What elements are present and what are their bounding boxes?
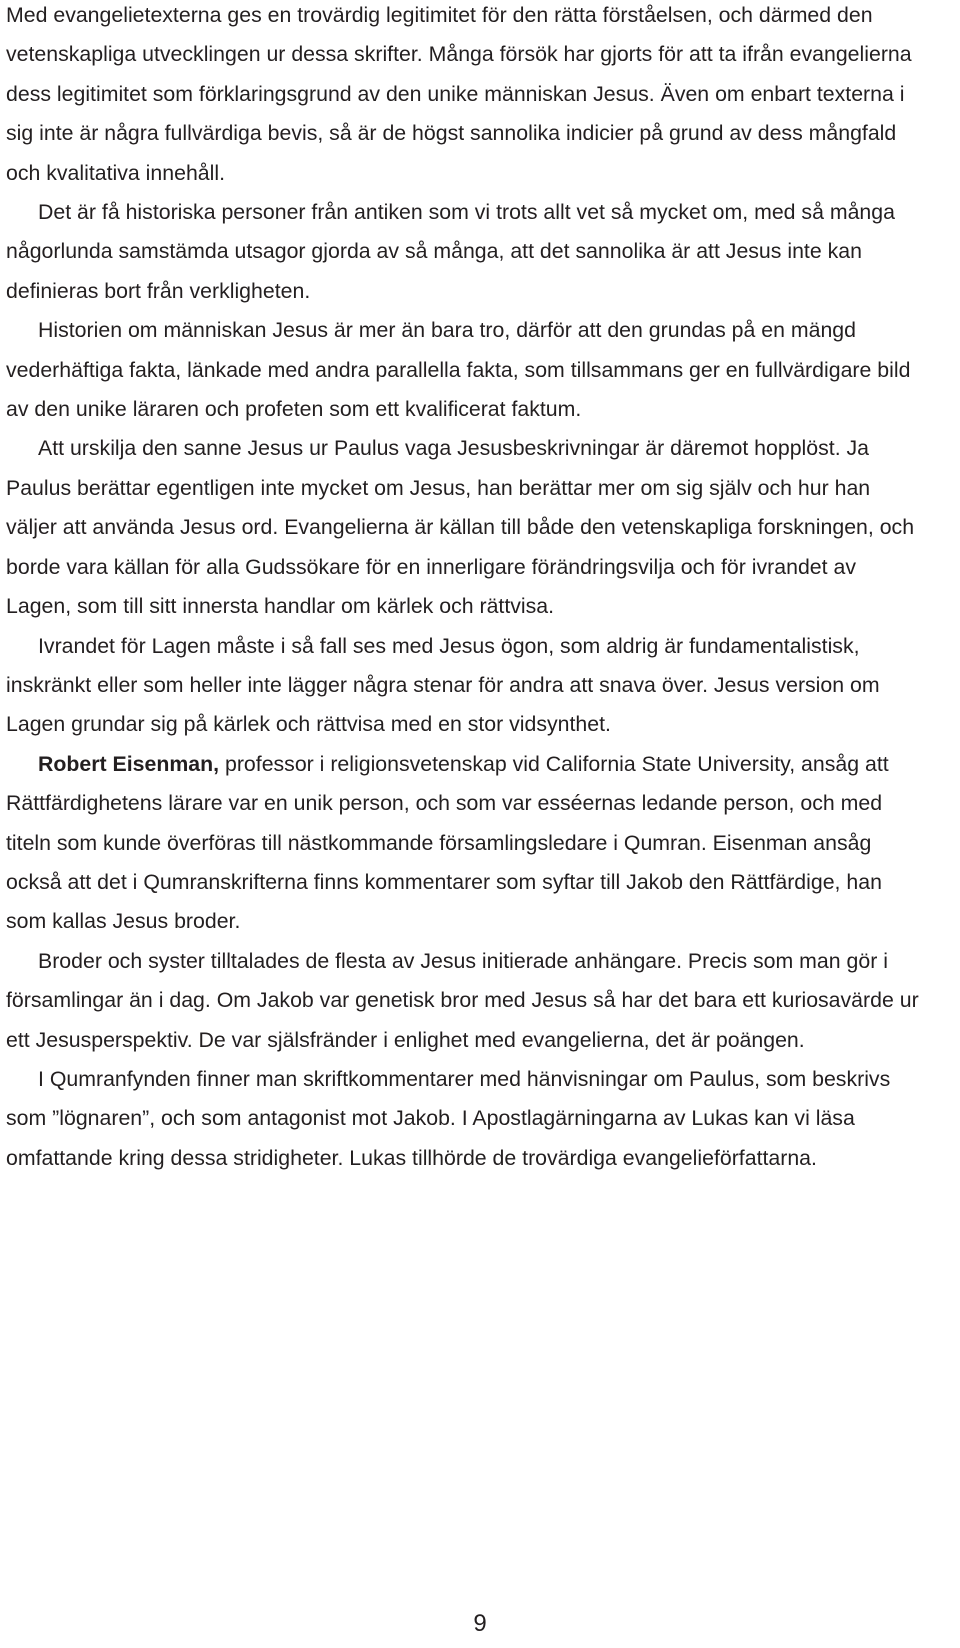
paragraph-3: Historien om människan Jesus är mer än bara tro, därför att den grundas på en mängd vederhäftiga fakta, länkade med andra parallella fakta, som tillsammans ger en fullvärdigare bild av den unike läraren och profeten som ett kvalificerat faktum.: [6, 318, 911, 422]
person-name-eisenman: Robert Eisenman,: [38, 751, 220, 776]
eisenman-text: professor i religionsvetenskap vid California State University, ansåg att Rättfärdighetens lärare var en unik person, och som var esséernas ledande person, och med titeln som kunde överföras till nästkommande församlingsledare i Qumran. Eisenman ansåg också att det i Qumranskrifterna finns kommentarer som syftar till Jakob den Rättfärdige, han som kallas Jesus broder.: [6, 751, 889, 934]
paragraph-1: Med evangelietexterna ges en trovärdig legitimitet för den rätta förståelsen, och därmed den vetenskapliga utvecklingen ur dessa skrifter. Många försök har gjorts för att ta ifrån evangelierna dess legitimitet som förklaringsgrund av den unike människan Jesus. Även om enbart texterna i sig inte är några fullvärdiga bevis, så är de högst sannolika indicier på grund av dess mångfald och kvalitativa innehåll.: [6, 3, 912, 185]
paragraph-7: Broder och syster tilltalades de flesta av Jesus initierade anhängare. Precis som man gör i församlingar än i dag. Om Jakob var genetisk bror med Jesus så har det bara ett kuriosavärde ur ett Jesusperspektiv. De var själsfränder i enlighet med evangelierna, det är poängen.: [6, 948, 919, 1052]
paragraph-8: I Qumranfynden finner man skriftkommentarer med hänvisningar om Paulus, som beskrivs som ”lögnaren”, och som antagonist mot Jakob. I Apostlagärningarna av Lukas kan vi läsa omfattande kring dessa stridigheter. Lukas tillhörde de trovärdiga evangelieförfattarna.: [6, 1066, 891, 1170]
paragraph-4: Att urskilja den sanne Jesus ur Paulus vaga Jesusbeskrivningar är däremot hopplöst. Ja Paulus berättar egentligen inte mycket om Jesus, han berättar mer om sig själv och hur han väljer att använda Jesus ord. Evangelierna är källan till både den vetenskapliga forskningen, och borde vara källan för alla Gudssökare för en innerligare förändringsvilja och för ivrandet av Lagen, som till sitt innersta handlar om kärlek och rättvisa.: [6, 436, 915, 619]
paragraph-2: Det är få historiska personer från antiken som vi trots allt vet så mycket om, med så många någorlunda samstämda utsagor gjorda av så många, att det sannolika är att Jesus inte kan definieras bort från verkligheten.: [6, 200, 895, 303]
paragraph-eisenman: [6, 745, 924, 942]
body-text: [6, 0, 924, 1178]
paragraph-5: Ivrandet för Lagen måste i så fall ses med Jesus ögon, som aldrig är fundamentalistisk, inskränkt eller som heller inte lägger några stenar för andra att snava över. Jesus version om Lagen grundar sig på kärlek och rättvisa med en stor vidsynthet.: [6, 633, 880, 737]
page-number: 9: [473, 1610, 487, 1637]
